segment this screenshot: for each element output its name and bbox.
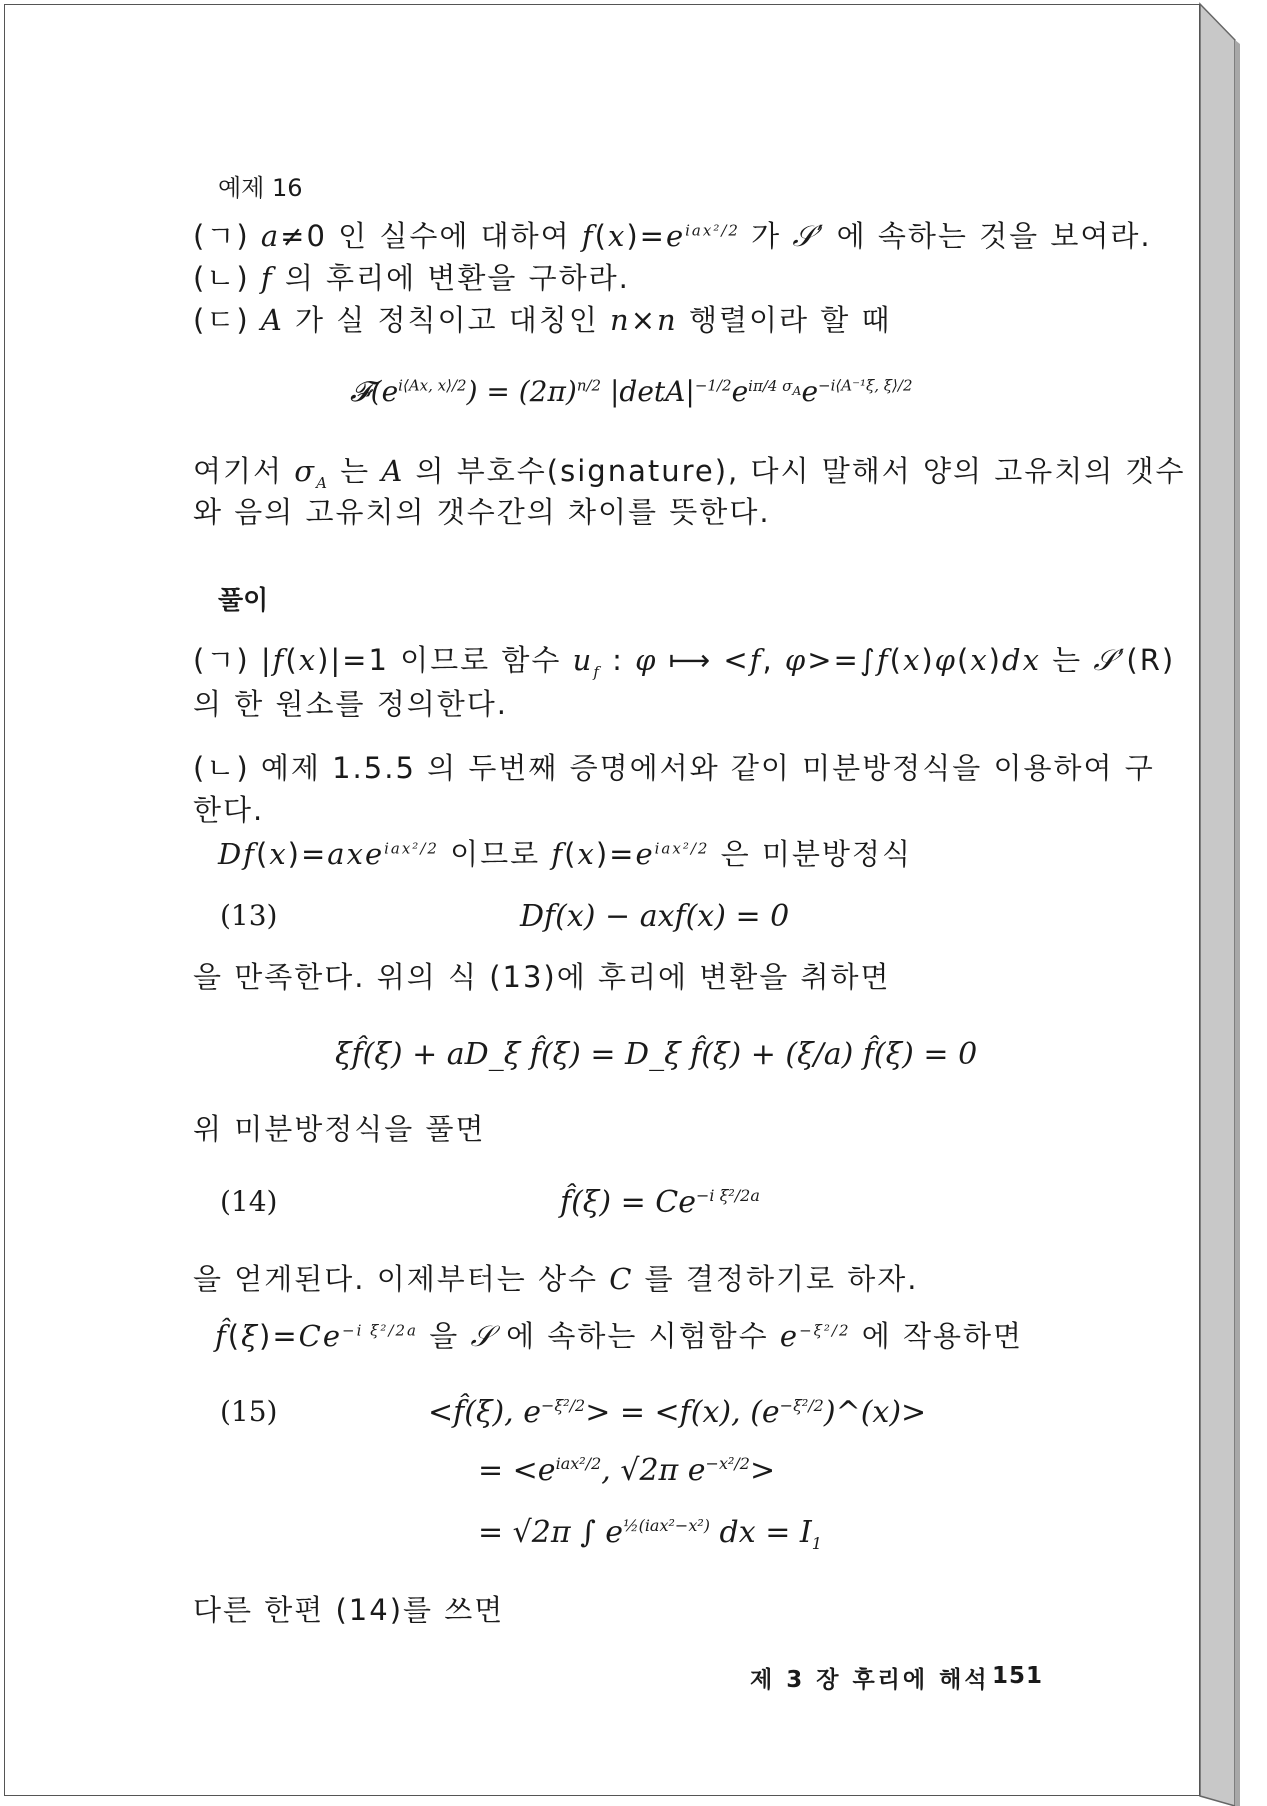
solution-a-line2: 의 한 원소를 정의한다.	[193, 687, 508, 721]
example-desc-line2: 와 음의 고유치의 갯수간의 차이를 뜻한다.	[193, 495, 771, 529]
example-heading: 예제 16	[218, 174, 303, 202]
solution-after-13: 을 만족한다. 위의 식 (13)에 후리에 변환을 취하면	[193, 960, 891, 994]
footer-chapter: 제 3 장 후리에 해석	[750, 1667, 990, 1693]
equation-14-number: (14)	[220, 1185, 278, 1218]
example-desc-line1: 여기서 $\sigma_A$ 는 A 의 부호수(signature), 다시 말해서 양의 고유치의 갯수	[193, 454, 1186, 492]
example-item-c: (ㄷ) A 가 실 정칙이고 대칭인 n×n 행렬이라 할 때	[193, 303, 892, 337]
example-formula: $𝓕(e^{i⟨Ax, x⟩/2}) = (2\pi)^{n/2}$ $|\det A|^{-1/2}e^{i\pi/4 \sigma_A}e^{-i⟨A^{-1}\xi, \xi⟩/2}$	[350, 375, 913, 408]
example-item-b: (ㄴ) f 의 후리에 변환을 구하라.	[193, 261, 630, 295]
solution-last-line: 다른 한편 (14)를 쓰면	[193, 1593, 505, 1627]
equation-14: f̂(ξ) = $Ce^{-i \xi^2/2a}$	[560, 1185, 760, 1220]
solution-b-line2: 한다.	[193, 793, 265, 827]
equation-15-line2: = $<e^{iax^2/2}$, √2π $e^{-x^2/2}>$	[478, 1453, 776, 1488]
equation-13: Df(x) − axf(x) = 0	[520, 899, 790, 934]
equation-15-line1: <f̂(ξ), $e^{-\xi^2/2}> = <f(x)$, $(e^{-\xi^2/2})\^{}(x)>$	[428, 1395, 927, 1430]
solution-b-line3: Df(x)=axe$^{iax^2/2}$ 이므로 $f(x)=e^{iax^2/2}$ 은 미분방정식	[218, 837, 912, 871]
equation-15-number: (15)	[220, 1395, 278, 1428]
example-item-a: (ㄱ) a≠0 인 실수에 대하여 $f(x)=e^{iax^2/2}$ 가 𝒮′ 에 속하는 것을 보여라.	[193, 219, 1152, 253]
solution-after-14: 을 얻게된다. 이제부터는 상수 C 를 결정하기로 하자.	[193, 1262, 919, 1296]
equation-fourier: ξf̂(ξ) + aD_ξ f̂(ξ) = D_ξ f̂(ξ) + (ξ/a) f̂(ξ) = 0	[335, 1037, 978, 1072]
solution-a-line1: (ㄱ) |f(x)|=1 이므로 함수 $u_f$ : φ ⟼ <f, φ>=∫f(x)φ(x)dx 는 𝒮′(R)	[193, 643, 1176, 681]
solution-heading: 풀이	[218, 586, 269, 616]
footer-page-number: 151	[992, 1663, 1044, 1689]
equation-15-line3: = √2π ∫ $e^{\frac{1}{2}(iax^2-x^2)}$ dx = $I_1$	[478, 1515, 822, 1553]
solution-apply-line: $f̂(\xi)=Ce^{-i \xi^2/2a}$ 을 𝒮 에 속하는 시험함수 $e^{-\xi^2/2}$ 에 작용하면	[215, 1319, 1024, 1353]
solution-solve-line: 위 미분방정식을 풀면	[193, 1112, 486, 1146]
equation-13-number: (13)	[220, 899, 278, 932]
solution-b-line1: (ㄴ) 예제 1.5.5 의 두번째 증명에서와 같이 미분방정식을 이용하여 구	[193, 751, 1155, 785]
